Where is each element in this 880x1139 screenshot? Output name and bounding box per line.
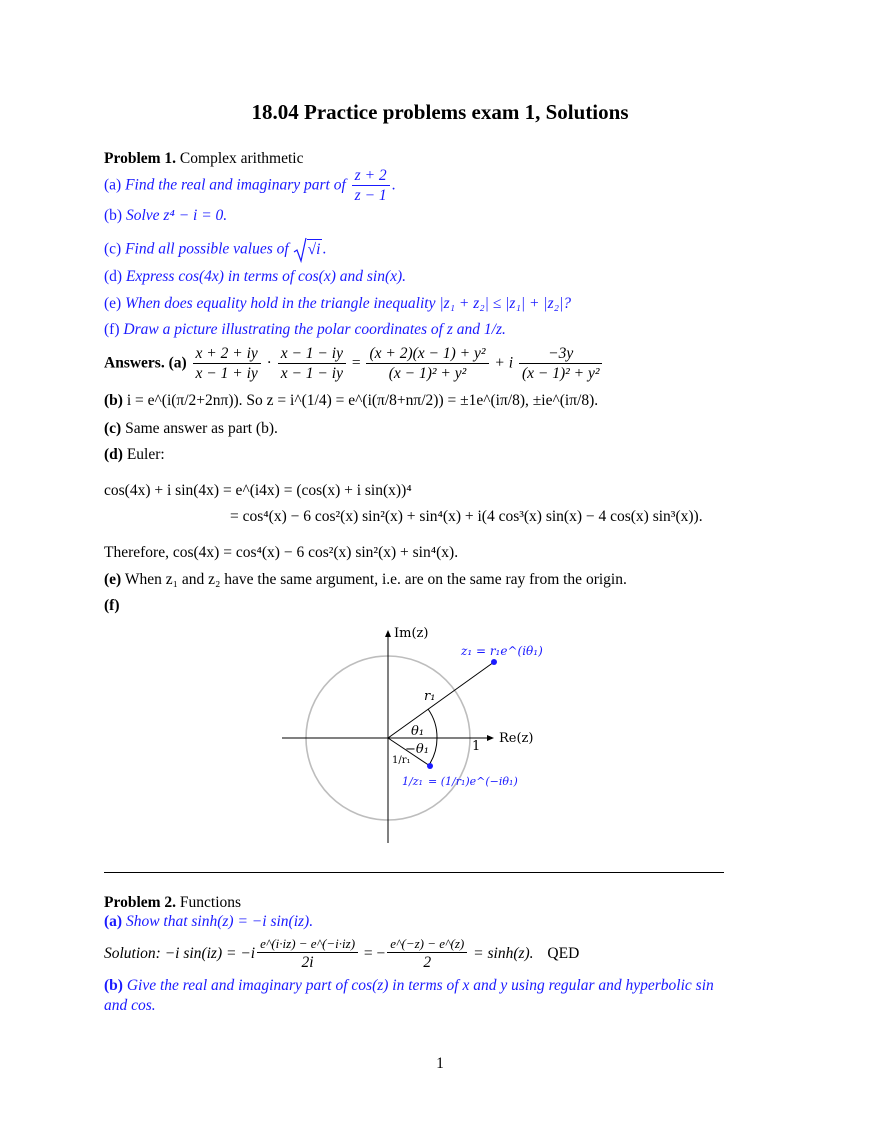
problem2-heading xyxy=(104,894,730,912)
fraction-denominator: x − 1 − iy xyxy=(280,365,343,383)
solution-fraction-2 xyxy=(387,936,467,973)
fraction-numerator: −3y xyxy=(519,344,603,364)
point-z1 xyxy=(491,659,497,665)
problem2-part-b-text-2: and cos. xyxy=(104,997,156,1014)
fraction-denominator: x − 1 + iy xyxy=(195,365,258,383)
page-title: 18.04 Practice problems exam 1, Solutions xyxy=(251,100,629,124)
part-e-label: (e) xyxy=(104,295,122,312)
angle-neg-theta-arc xyxy=(429,738,437,765)
answers-heading: Answers. xyxy=(104,354,165,372)
answer-c-label: (c) xyxy=(104,420,122,437)
inverse-z1-rhs: = (1/r₁)e^(−iθ₁) xyxy=(428,775,518,788)
fraction-denominator: 2 xyxy=(423,954,432,972)
answer-a-label: (a) xyxy=(168,354,187,372)
inverse-r1-label: 1/r₁ xyxy=(392,755,411,766)
part-a-denominator: z − 1 xyxy=(354,187,387,205)
imaginary-axis-arrow-icon xyxy=(385,630,391,637)
plus-i: + i xyxy=(494,354,514,372)
part-a-label: (a) xyxy=(104,176,122,194)
part-f-text: Draw a picture illustrating the polar coordinates of z and 1/z. xyxy=(123,321,506,338)
page-number: 1 xyxy=(436,1055,444,1072)
problem2-part-a-text: Show that sinh(z) = −i sin(iz). xyxy=(125,913,314,930)
dot-operator: · xyxy=(266,354,272,372)
part-b-label: (b) xyxy=(104,207,123,224)
solution-lhs: −i sin(iz) = −i xyxy=(164,944,256,962)
problem2-part-b-text-1: Give the real and imaginary part of cos(z) in terms of x and y using regular and hyperbolic sin xyxy=(126,977,714,994)
answer-e-text: When z₁ and z₂ have the same argument, i.e. are on the same ray from the origin. xyxy=(124,571,627,588)
re-axis-label: Re(z) xyxy=(499,731,534,746)
radius-r1 xyxy=(388,662,494,738)
inverse-z1-lhs: 1/z₁ xyxy=(402,775,423,788)
part-f-label: (f) xyxy=(104,321,120,338)
part-b-text: Solve z⁴ − i = 0. xyxy=(125,207,228,224)
part-a-text: Find the real and imaginary part of xyxy=(125,176,346,194)
z1-label: z₁ = r₁e^(iθ₁) xyxy=(461,644,543,658)
problem2-part-a xyxy=(104,913,730,931)
answer-d-label: (d) xyxy=(104,446,123,463)
fraction-numerator: (x + 2)(x − 1) + y² xyxy=(366,344,488,364)
section-divider xyxy=(104,872,724,873)
real-axis-arrow-icon xyxy=(487,735,494,741)
part-d-label: (d) xyxy=(104,268,123,285)
answer-e-label: (e) xyxy=(104,571,122,588)
problem1-topic: Complex arithmetic xyxy=(179,150,304,167)
solution-middle: = − xyxy=(363,944,386,962)
answer-d-equation-line-1: cos(4x) + i sin(4x) = e^(i4x) = (cos(x) + i sin(x))⁴ xyxy=(104,482,412,499)
unit-label: 1 xyxy=(472,739,481,754)
part-c-text: Find all possible values of xyxy=(125,240,289,258)
angle-theta-arc xyxy=(428,709,437,738)
solution-end: = sinh(z). xyxy=(473,944,534,962)
qed-mark: QED xyxy=(547,944,580,962)
answer-c-text: Same answer as part (b). xyxy=(125,420,278,437)
radicand: √i xyxy=(307,240,321,258)
solution-fraction-1 xyxy=(257,936,358,973)
fraction-numerator: x + 2 + iy xyxy=(193,344,261,364)
problem2-part-b xyxy=(104,977,730,995)
problem2-part-a-label: (a) xyxy=(104,913,123,930)
answer-b-label: (b) xyxy=(104,392,123,409)
answer-d-therefore: Therefore, cos(4x) = cos⁴(x) − 6 cos²(x) sin²(x) + sin⁴(x). xyxy=(104,544,459,561)
answer-d-equation-line-2: = cos⁴(x) − 6 cos²(x) sin²(x) + sin⁴(x) + i(4 cos³(x) sin(x) − 4 cos(x) sin³(x)). xyxy=(230,508,703,525)
part-a-numerator: z + 2 xyxy=(352,166,390,186)
neg-theta-label: −θ₁ xyxy=(405,742,429,757)
point-inverse-z1 xyxy=(427,763,433,769)
theta-label: θ₁ xyxy=(411,724,425,739)
answer-f-label: (f) xyxy=(104,597,120,614)
answer-b-text: i = e^(i(π/2+2nπ)). So z = i^(1/4) = e^(i(π/8+nπ/2)) = ±1e^(iπ/8), ±ie^(iπ/8). xyxy=(126,392,599,409)
problem2-part-b-label: (b) xyxy=(104,977,123,994)
solution-label: Solution: xyxy=(104,944,161,962)
fraction-numerator: e^(−z) − e^(z) xyxy=(387,936,467,953)
fraction-denominator: 2i xyxy=(301,954,314,972)
part-a-end: . xyxy=(391,176,396,194)
fraction-numerator: x − 1 − iy xyxy=(278,344,346,364)
problem2-solution xyxy=(104,936,730,973)
problem2-topic: Functions xyxy=(179,894,242,911)
im-axis-label: Im(z) xyxy=(394,626,429,641)
part-d-text: Express cos(4x) in terms of cos(x) and sin(x). xyxy=(125,268,407,285)
equals-sign: = xyxy=(351,354,361,372)
fraction-denominator: (x − 1)² + y² xyxy=(521,365,600,383)
problem2-label: Problem 2. xyxy=(104,894,177,911)
part-e-text: When does equality hold in the triangle inequality |z₁ + z₂| ≤ |z₁| + |z₂|? xyxy=(125,295,571,312)
answer-d-text: Euler: xyxy=(126,446,165,463)
r1-label: r₁ xyxy=(424,689,436,704)
problem1-label: Problem 1. xyxy=(104,150,177,167)
fraction-numerator: e^(i·iz) − e^(−i·iz) xyxy=(257,936,358,953)
fraction-denominator: (x − 1)² + y² xyxy=(388,365,467,383)
part-c-end: . xyxy=(322,240,327,258)
part-c-label: (c) xyxy=(104,240,122,258)
